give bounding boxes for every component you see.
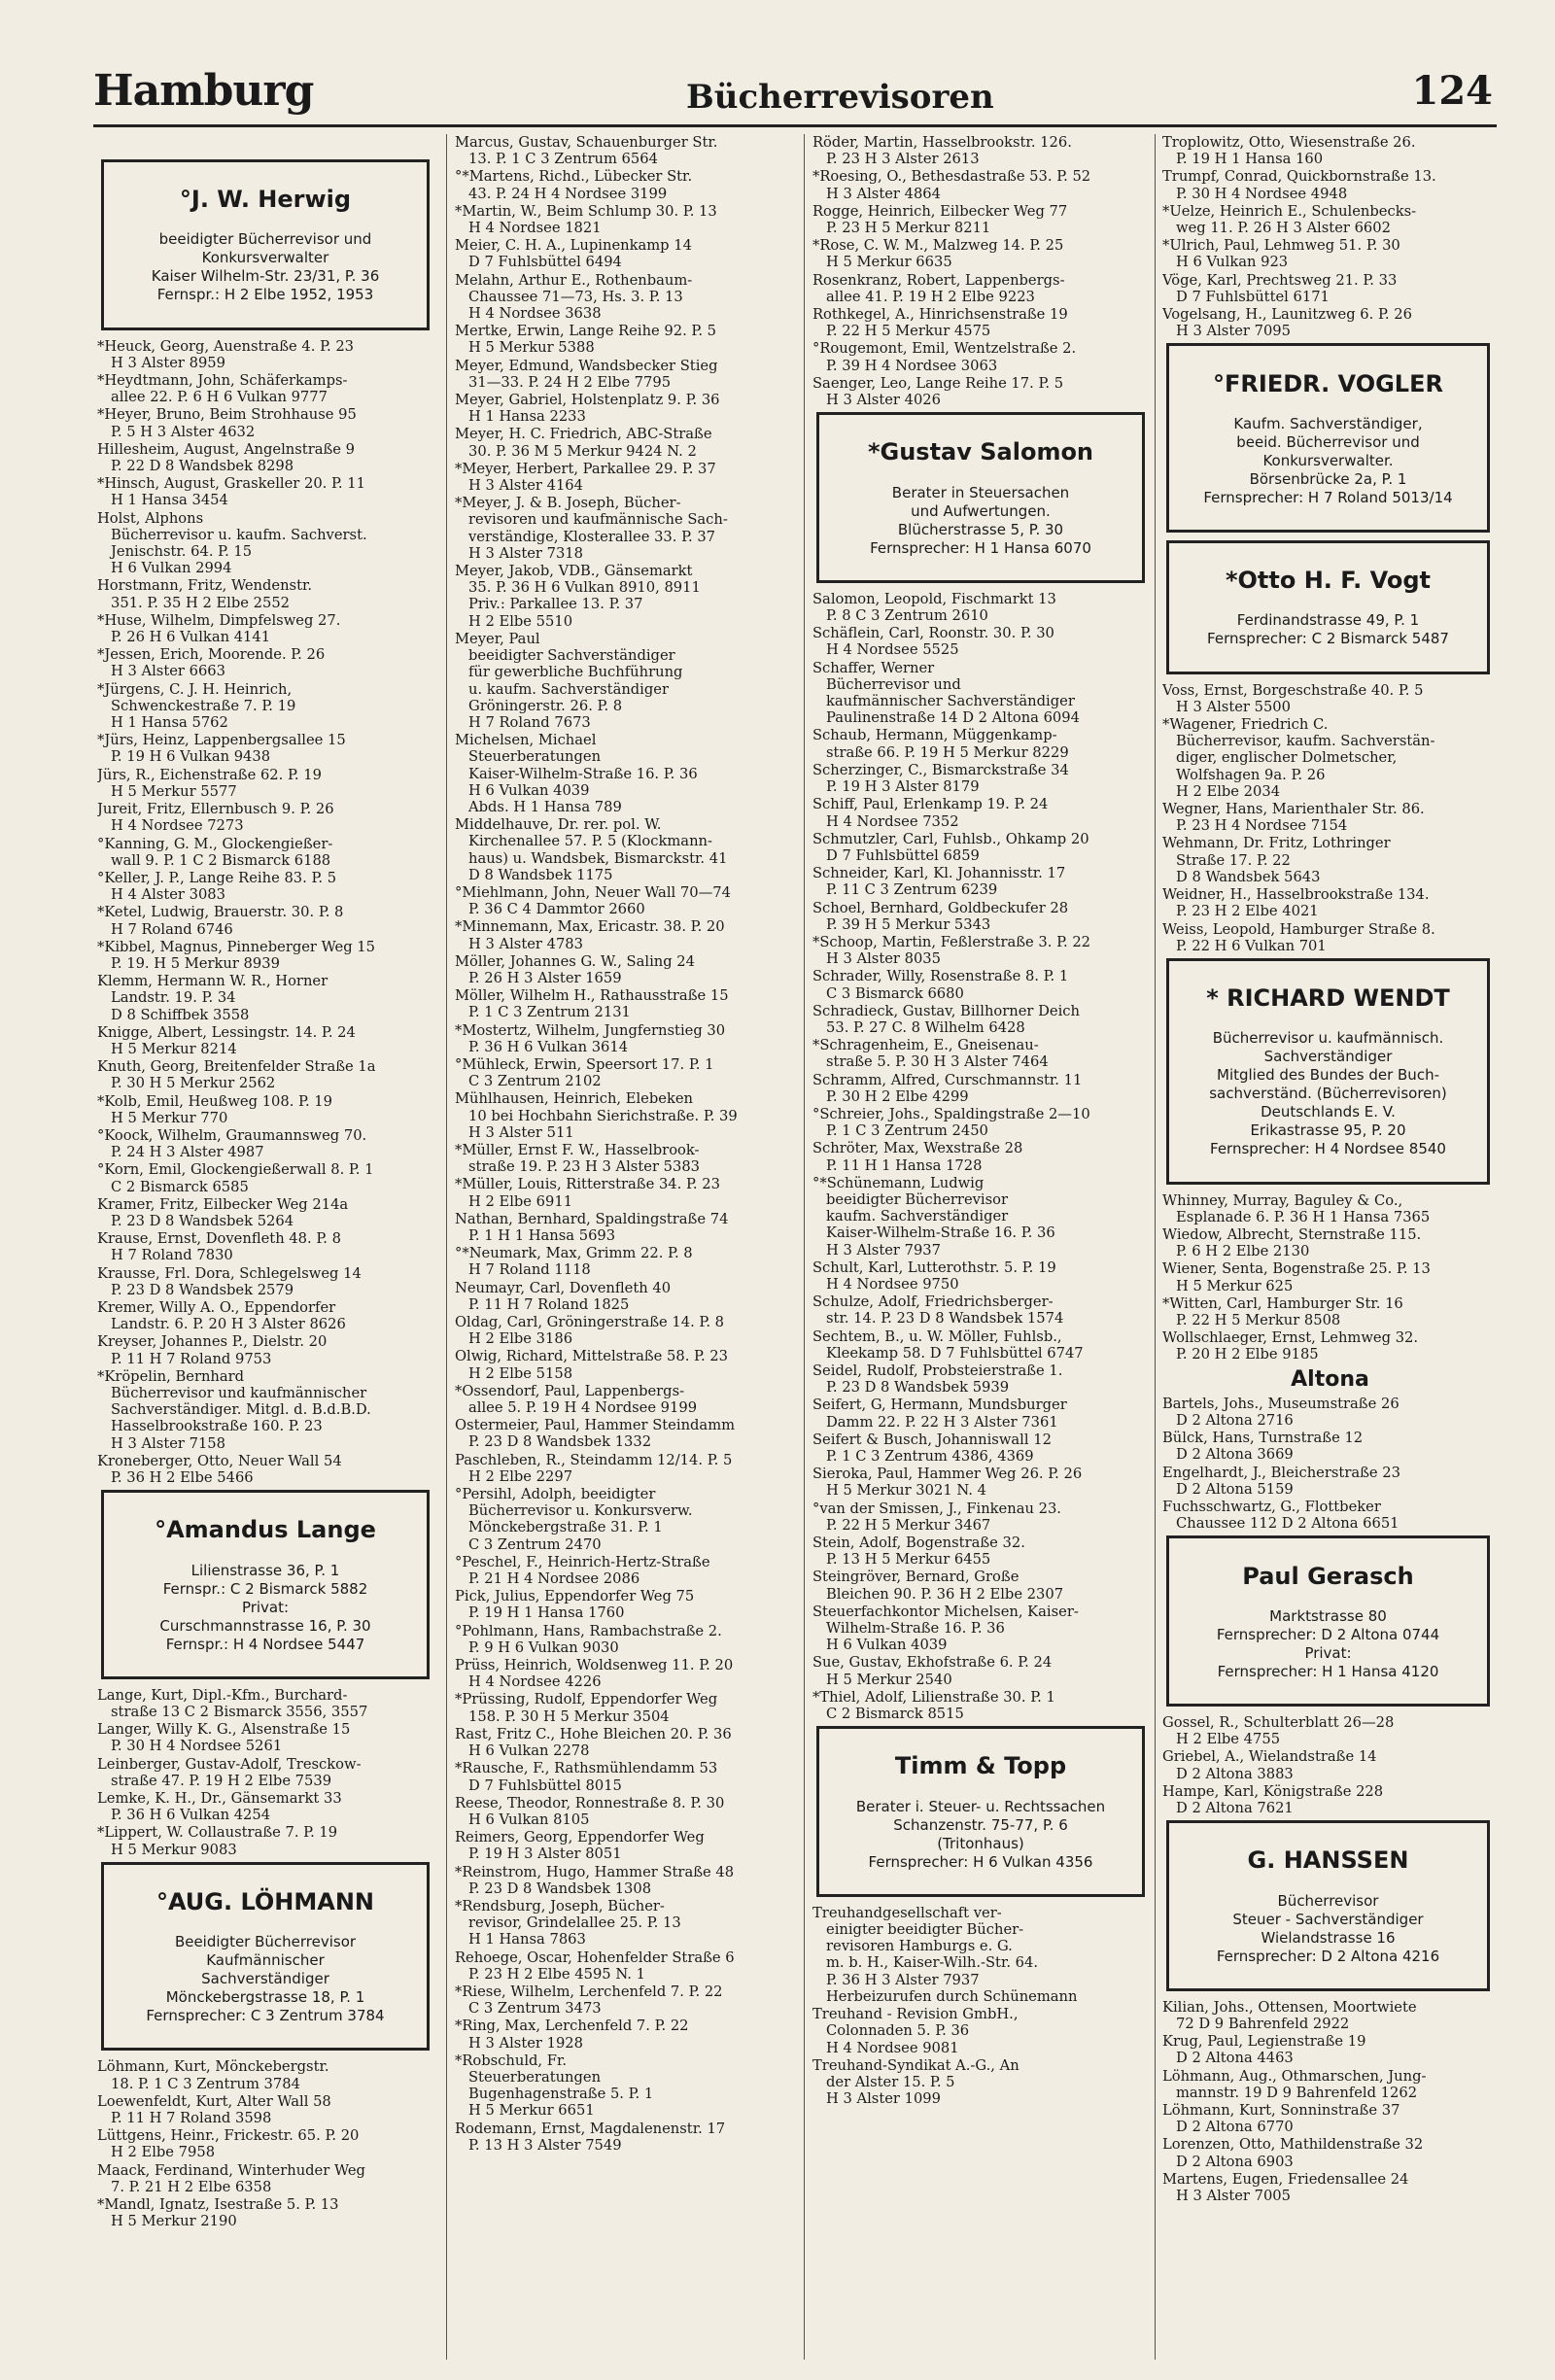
ad-text: Berater i. Steuer- u. Rechtssachen Schanzenstr. 75-77, P. 6 (Tritonhaus) Fernsprecher: H 6 Vulkan 4356 <box>855 1797 1106 1871</box>
directory-entry: *Ulrich, Paul, Lehmweg 51. P. 30 H 6 Vulkan 923 <box>1162 237 1400 271</box>
directory-entry: Sechtem, B., u. W. Möller, Fuhlsb., Kleekamp 58. D 7 Fuhlsbüttel 6747 <box>812 1328 1084 1362</box>
directory-entry: Schulze, Adolf, Friedrichsberger- str. 14. P. 23 D 8 Wandsbek 1574 <box>812 1293 1064 1328</box>
directory-entry: Schiff, Paul, Erlenkamp 19. P. 24 H 4 Nordsee 7352 <box>812 796 1049 830</box>
directory-entry: Melahn, Arthur E., Rothenbaum- Chaussee 71—73, Hs. 3. P. 13 H 4 Nordsee 3638 <box>455 271 693 323</box>
ad-wendt <box>1166 958 1490 1185</box>
directory-entry: Seifert, G, Hermann, Mundsburger Damm 22. P. 22 H 3 Alster 7361 <box>812 1397 1067 1431</box>
directory-entry: Löhmann, Kurt, Mönckebergstr. 18. P. 1 C 3 Zentrum 3784 <box>97 2058 329 2092</box>
directory-entry: °Rougemont, Emil, Wentzelstraße 2. P. 39 H 4 Nordsee 3063 <box>812 340 1077 374</box>
directory-entry: *Ketel, Ludwig, Brauerstr. 30. P. 8 H 7 Roland 6746 <box>97 904 344 938</box>
directory-entry: Schradieck, Gustav, Billhorner Deich 53. P. 27 C. 8 Wilhelm 6428 <box>812 1002 1080 1036</box>
directory-entry: *Kolb, Emil, Heußweg 108. P. 19 H 5 Merkur 770 <box>97 1092 332 1126</box>
directory-entry: *Huse, Wilhelm, Dimpfelsweg 27. P. 26 H 6 Vulkan 4141 <box>97 611 341 646</box>
directory-entry: Saenger, Leo, Lange Reihe 17. P. 5 H 3 Alster 4026 <box>812 374 1064 409</box>
directory-entry: Steingröver, Bernard, Große Bleichen 90. P. 36 H 2 Elbe 2307 <box>812 1569 1064 1603</box>
directory-entry: *Robschuld, Fr. Steuerberatungen Bugenhagenstraße 5. P. 1 H 5 Merkur 6651 <box>455 2052 654 2120</box>
column-1 <box>97 134 437 2360</box>
directory-entry: Schoel, Bernhard, Goldbeckufer 28 P. 39 H 5 Merkur 5343 <box>812 899 1069 933</box>
directory-entry: *Heyer, Bruno, Beim Strohhause 95 P. 5 H 3 Alster 4632 <box>97 406 357 440</box>
directory-entry: Steuerfachkontor Michelsen, Kaiser- Wilhelm-Straße 16. P. 36 H 6 Vulkan 4039 <box>812 1603 1079 1654</box>
directory-entry: Sue, Gustav, Ekhofstraße 6. P. 24 H 5 Merkur 2540 <box>812 1654 1053 1688</box>
entry-list <box>1162 1999 1498 2204</box>
directory-entry: Bartels, Johs., Museumstraße 26 D 2 Altona 2716 <box>1162 1395 1400 1429</box>
page-number: 124 <box>1411 68 1493 114</box>
ad-text: beeidigter Bücherrevisor und Konkursverwalter Kaiser Wilhelm-Str. 23/31, P. 36 Fernspr.: H 2 Elbe 1952, 1953 <box>151 230 380 304</box>
section-heading-altona: Altona <box>1291 1366 1369 1392</box>
directory-entry: *Roesing, O., Bethesdastraße 53. P. 52 H 3 Alster 4864 <box>812 168 1091 202</box>
directory-entry: Knigge, Albert, Lessingstr. 14. P. 24 H 5 Merkur 8214 <box>97 1023 356 1057</box>
directory-entry: Scherzinger, C., Bismarckstraße 34 P. 19 H 3 Alster 8179 <box>812 761 1069 796</box>
directory-entry: °Pohlmann, Hans, Rambachstraße 2. P. 9 H 6 Vulkan 9030 <box>455 1622 722 1656</box>
ad-title: Paul Gerasch <box>1242 1562 1414 1590</box>
directory-entry: Vogelsang, H., Launitzweg 6. P. 26 H 3 Alster 7095 <box>1162 306 1412 340</box>
directory-entry: *Rendsburg, Joseph, Bücher- revisor, Grindelallee 25. P. 13 H 1 Hansa 7863 <box>455 1897 681 1949</box>
directory-entry: °Mühleck, Erwin, Speersort 17. P. 1 C 3 Zentrum 2102 <box>455 1055 714 1090</box>
directory-entry: *Müller, Louis, Ritterstraße 34. P. 23 H 2 Elbe 6911 <box>455 1176 720 1210</box>
directory-entry: Wegner, Hans, Marienthaler Str. 86. P. 23 H 4 Nordsee 7154 <box>1162 801 1425 835</box>
directory-entry: Rogge, Heinrich, Eilbecker Weg 77 P. 23 H 5 Merkur 8211 <box>812 202 1068 237</box>
directory-entry: Middelhauve, Dr. rer. pol. W. Kirchenallee 57. P. 5 (Klockmann- haus) u. Wandsbek, Bismarckstr. 41 D 8 Wandsbek 1175 <box>455 816 728 883</box>
directory-entry: *Prüssing, Rudolf, Eppendorfer Weg 158. P. 30 H 5 Merkur 3504 <box>455 1691 718 1725</box>
directory-entry: Loewenfeldt, Kurt, Alter Wall 58 P. 11 H 7 Roland 3598 <box>97 2092 331 2127</box>
directory-entry: Schramm, Alfred, Curschmannstr. 11 P. 30 H 2 Elbe 4299 <box>812 1071 1083 1105</box>
column-3 <box>812 134 1153 2360</box>
directory-entry: Seifert & Busch, Johanniswall 12 P. 1 C 3 Zentrum 4386, 4369 <box>812 1431 1052 1466</box>
page-header <box>93 60 1493 119</box>
column-2 <box>455 134 795 2360</box>
entry-list <box>812 134 1153 408</box>
directory-entry: Ostermeier, Paul, Hammer Steindamm P. 23 D 8 Wandsbek 1332 <box>455 1417 736 1451</box>
directory-entry: Möller, Johannes G. W., Saling 24 P. 26 H 3 Alster 1659 <box>455 952 695 986</box>
directory-entry: Löhmann, Aug., Othmarschen, Jung- mannstr. 19 D 9 Bahrenfeld 1262 <box>1162 2067 1427 2101</box>
directory-entry: Knuth, Georg, Breitenfelder Straße 1a P. 30 H 5 Merkur 2562 <box>97 1058 376 1092</box>
ad-hanssen <box>1166 1820 1490 1991</box>
ad-title: * RICHARD WENDT <box>1206 984 1450 1013</box>
directory-entry: Engelhardt, J., Bleicherstraße 23 D 2 Altona 5159 <box>1162 1464 1400 1498</box>
ad-text: Kaufm. Sachverständiger, beeid. Bücherrevisor und Konkursverwalter. Börsenbrücke 2a, P. 1 Fernsprecher: H 7 Roland 5013/14 <box>1203 414 1453 506</box>
directory-entry: Meyer, Edmund, Wandsbecker Stieg 31—33. P. 24 H 2 Elbe 7795 <box>455 357 718 391</box>
entry-list <box>97 1687 437 1858</box>
ad-title: *Otto H. F. Vogt <box>1225 567 1432 595</box>
ad-timm-topp <box>816 1726 1145 1897</box>
directory-entry: °*Martens, Richd., Lübecker Str. 43. P. 24 H 4 Nordsee 3199 <box>455 168 693 202</box>
directory-entry: Hampe, Karl, Königstraße 228 D 2 Altona 7621 <box>1162 1782 1384 1816</box>
ad-title: G. HANSSEN <box>1247 1846 1409 1875</box>
ad-text: Berater in Steuersachen und Aufwertungen. Blücherstrasse 5, P. 30 Fernsprecher: H 1 Hansa 6070 <box>870 483 1091 557</box>
directory-entry: *Meyer, Herbert, Parkallee 29. P. 37 H 3 Alster 4164 <box>455 460 716 495</box>
directory-entry: Jureit, Fritz, Ellernbusch 9. P. 26 H 4 Nordsee 7273 <box>97 801 334 835</box>
directory-entry: Lorenzen, Otto, Mathildenstraße 32 D 2 Altona 6903 <box>1162 2136 1424 2170</box>
directory-entry: Martens, Eugen, Friedensallee 24 H 3 Alster 7005 <box>1162 2170 1409 2205</box>
directory-entry: Maack, Ferdinand, Winterhuder Weg 7. P. 21 H 2 Elbe 6358 <box>97 2161 365 2195</box>
directory-entry: *Riese, Wilhelm, Lerchenfeld 7. P. 22 C 3 Zentrum 3473 <box>455 1983 723 2018</box>
directory-entry: *Thiel, Adolf, Lilienstraße 30. P. 1 C 2 Bismarck 8515 <box>812 1688 1055 1723</box>
directory-entry: Rodemann, Ernst, Magdalenenstr. 17 P. 13 H 3 Alster 7549 <box>455 2120 726 2154</box>
directory-entry: Krug, Paul, Legienstraße 19 D 2 Altona 4463 <box>1162 2033 1366 2067</box>
ad-vogt <box>1166 540 1490 674</box>
directory-entry: Olwig, Richard, Mittelstraße 58. P. 23 H 2 Elbe 5158 <box>455 1348 728 1382</box>
ad-lange <box>101 1490 430 1679</box>
directory-entry: °Persihl, Adolph, beeidigter Bücherrevisor u. Konkursverw. Mönckebergstraße 31. P. 1 C 3 Zentrum 2470 <box>455 1486 693 1553</box>
directory-entry: Lemke, K. H., Dr., Gänsemarkt 33 P. 36 H 6 Vulkan 4254 <box>97 1790 342 1824</box>
directory-entry: Bülck, Hans, Turnstraße 12 D 2 Altona 3669 <box>1162 1430 1364 1464</box>
directory-entry: *Ring, Max, Lerchenfeld 7. P. 22 H 3 Alster 1928 <box>455 2018 689 2052</box>
directory-entry: Seidel, Rudolf, Probsteierstraße 1. P. 23 D 8 Wandsbek 5939 <box>812 1362 1063 1397</box>
directory-entry: Lüttgens, Heinr., Frickestr. 65. P. 20 H 2 Elbe 7958 <box>97 2127 360 2161</box>
directory-entry: Rehoege, Oscar, Hohenfelder Straße 6 P. 23 H 2 Elbe 4595 N. 1 <box>455 1949 735 1983</box>
directory-entry: Kilian, Johs., Ottensen, Moortwiete 72 D 9 Bahrenfeld 2922 <box>1162 1998 1417 2033</box>
directory-entry: Krause, Ernst, Dovenfleth 48. P. 8 H 7 Roland 7830 <box>97 1230 341 1264</box>
directory-entry: Langer, Willy K. G., Alsenstraße 15 P. 30 H 4 Nordsee 5261 <box>97 1721 351 1755</box>
directory-entry: Vöge, Karl, Prechtsweg 21. P. 33 D 7 Fuhlsbüttel 6171 <box>1162 271 1398 305</box>
directory-entry: Troplowitz, Otto, Wiesenstraße 26. P. 19 H 1 Hansa 160 <box>1162 134 1416 168</box>
ad-text: Marktstrasse 80 Fernsprecher: D 2 Altona 0744 Privat: Fernsprecher: H 1 Hansa 4120 <box>1216 1606 1440 1680</box>
ad-title: °FRIEDR. VOGLER <box>1213 369 1443 397</box>
directory-entry: *Ossendorf, Paul, Lappenbergs- allee 5. P. 19 H 4 Nordsee 9199 <box>455 1382 698 1417</box>
directory-entry: Nathan, Bernhard, Spaldingstraße 74 P. 1 H 1 Hansa 5693 <box>455 1210 729 1244</box>
directory-entry: Hillesheim, August, Angelnstraße 9 P. 22 D 8 Wandsbek 8298 <box>97 440 355 475</box>
directory-entry: Kremer, Willy A. O., Eppendorfer Landstr. 6. P. 20 H 3 Alster 8626 <box>97 1298 346 1333</box>
directory-entry: Leinberger, Gustav-Adolf, Tresckow- straße 47. P. 19 H 2 Elbe 7539 <box>97 1755 362 1789</box>
directory-entry: Meyer, Paul beeidigter Sachverständiger für gewerbliche Buchführung u. kaufm. Sachverständiger Gröningerstr. 26. P. 8 H 7 Roland 7673 <box>455 630 683 731</box>
directory-entry: *Heuck, Georg, Auenstraße 4. P. 23 H 3 Alster 8959 <box>97 337 355 371</box>
ad-text: Bücherrevisor u. kaufmännisch. Sachverständiger Mitglied des Bundes der Buch- sachverständ. (Bücherrevisoren) Deutschlands E. V. Erikastrasse 95, P. 20 Fernsprecher: H 4 Nordsee 8540 <box>1209 1029 1447 1158</box>
ad-vogler <box>1166 343 1490 533</box>
directory-entry: °Miehlmann, John, Neuer Wall 70—74 P. 36 C 4 Dammtor 2660 <box>455 883 731 918</box>
ad-text: Lilienstrasse 36, P. 1 Fernspr.: C 2 Bismarck 5882 Privat: Curschmannstrasse 16, P. 30 Fernspr.: H 4 Nordsee 5447 <box>159 1561 371 1653</box>
directory-entry: *Minnemann, Max, Ericastr. 38. P. 20 H 3 Alster 4783 <box>455 918 725 952</box>
directory-entry: Meyer, Jakob, VDB., Gänsemarkt 35. P. 36 H 6 Vulkan 8910, 8911 Priv.: Parkallee 13. P. 37 H 2 Elbe 5510 <box>455 563 701 630</box>
ad-gerasch <box>1166 1535 1490 1707</box>
directory-entry: *Reinstrom, Hugo, Hammer Straße 48 P. 23 D 8 Wandsbek 1308 <box>455 1863 735 1897</box>
directory-entry: Treuhand - Revision GmbH., Colonnaden 5. P. 36 H 4 Nordsee 9081 <box>812 2006 1019 2056</box>
directory-entry: Wollschlaeger, Ernst, Lehmweg 32. P. 20 H 2 Elbe 9185 <box>1162 1329 1419 1363</box>
directory-entry: Schäflein, Carl, Roonstr. 30. P. 30 H 4 Nordsee 5525 <box>812 625 1054 659</box>
directory-entry: Schmutzler, Carl, Fuhlsb., Ohkamp 20 D 7 Fuhlsbüttel 6859 <box>812 830 1089 864</box>
directory-entry: Michelsen, Michael Steuerberatungen Kaiser-Wilhelm-Straße 16. P. 36 H 6 Vulkan 4039 Abds. H 1 Hansa 789 <box>455 732 698 815</box>
directory-entry: *Jessen, Erich, Moorende. P. 26 H 3 Alster 6663 <box>97 646 326 680</box>
ad-title: °AUG. LÖHMANN <box>156 1888 375 1916</box>
header-rule <box>93 124 1497 127</box>
directory-entry: Mühlhausen, Heinrich, Elebeken 10 bei Hochbahn Sierichstraße. P. 39 H 3 Alster 511 <box>455 1090 738 1141</box>
directory-entry: *Hinsch, August, Graskeller 20. P. 11 H 1 Hansa 3454 <box>97 475 365 509</box>
directory-entry: *Mandl, Ignatz, Isestraße 5. P. 13 H 5 Merkur 2190 <box>97 2196 339 2230</box>
directory-entry: °Keller, J. P., Lange Reihe 83. P. 5 H 4 Alster 3083 <box>97 869 337 904</box>
directory-entry: °Kanning, G. M., Glockengießer- wall 9. P. 1 C 2 Bismarck 6188 <box>97 835 333 869</box>
directory-entry: Stein, Adolf, Bogenstraße 32. P. 13 H 5 Merkur 6455 <box>812 1535 1025 1569</box>
directory-entry: °Peschel, F., Heinrich-Hertz-Straße P. 21 H 4 Nordsee 2086 <box>455 1553 710 1588</box>
directory-entry: *Heydtmann, John, Schäferkamps- allee 22. P. 6 H 6 Vulkan 9777 <box>97 372 348 406</box>
directory-entry: Fuchsschwartz, G., Flottbeker Chaussee 112 D 2 Altona 6651 <box>1162 1498 1400 1533</box>
directory-entry: Weidner, H., Hasselbrookstraße 134. P. 23 H 2 Elbe 4021 <box>1162 886 1430 920</box>
directory-entry: Krausse, Frl. Dora, Schlegelsweg 14 P. 23 D 8 Wandsbek 2579 <box>97 1264 362 1298</box>
directory-entry: Oldag, Carl, Gröningerstraße 14. P. 8 H 2 Elbe 3186 <box>455 1314 725 1348</box>
directory-entry: Holst, Alphons Bücherrevisor u. kaufm. Sachverst. Jenischstr. 64. P. 15 H 6 Vulkan 2994 <box>97 509 367 577</box>
directory-entry: Möller, Wilhelm H., Rathausstraße 15 P. 1 C 3 Zentrum 2131 <box>455 987 729 1021</box>
ad-title: Timm & Topp <box>894 1752 1067 1780</box>
directory-entry: Wehmann, Dr. Fritz, Lothringer Straße 17. P. 22 D 8 Wandsbek 5643 <box>1162 835 1391 885</box>
ad-title: °Amandus Lange <box>155 1516 376 1544</box>
directory-entry: °Koock, Wilhelm, Graumannsweg 70. P. 24 H 3 Alster 4987 <box>97 1126 367 1161</box>
directory-entry: Horstmann, Fritz, Wendenstr. 351. P. 35 H 2 Elbe 2552 <box>97 577 313 611</box>
directory-entry: Schneider, Karl, Kl. Johannisstr. 17 P. 11 C 3 Zentrum 6239 <box>812 865 1066 899</box>
directory-entry: Schult, Karl, Lutterothstr. 5. P. 19 H 4 Nordsee 9750 <box>812 1259 1056 1293</box>
ad-text: Beeidigter Bücherrevisor Kaufmännischer Sachverständiger Mönckebergstrasse 18, P. 1 Fernsprecher: C 3 Zentrum 3784 <box>146 1933 385 2025</box>
directory-entry: *Jürgens, C. J. H. Heinrich, Schwenckestraße 7. P. 19 H 1 Hansa 5762 <box>97 680 296 732</box>
directory-entry: Trumpf, Conrad, Quickbornstraße 13. P. 30 H 4 Nordsee 4948 <box>1162 168 1436 202</box>
directory-entry: Weiss, Leopold, Hamburger Straße 8. P. 22 H 6 Vulkan 701 <box>1162 920 1435 954</box>
directory-entry: Rosenkranz, Robert, Lappenbergs- allee 41. P. 19 H 2 Elbe 9223 <box>812 271 1065 305</box>
ad-loehmann <box>101 1862 430 2052</box>
entry-list <box>97 2058 437 2229</box>
directory-entry: Sieroka, Paul, Hammer Weg 26. P. 26 H 5 Merkur 3021 N. 4 <box>812 1466 1083 1500</box>
ad-salomon <box>816 412 1145 583</box>
directory-entry: Rothkegel, A., Hinrichsenstraße 19 P. 22 H 5 Merkur 4575 <box>812 306 1068 340</box>
directory-entry: *Meyer, J. & B. Joseph, Bücher- revisoren und kaufmännische Sach- verständige, Klosterallee 33. P. 37 H 3 Alster 7318 <box>455 495 728 562</box>
entry-list <box>1162 1396 1498 1533</box>
directory-entry: *Wagener, Friedrich C. Bücherrevisor, kaufm. Sachverstän- diger, englischer Dolmetscher, Wolfshagen 9a. P. 26 H 2 Elbe 2034 <box>1162 716 1435 800</box>
directory-entry: *Uelze, Heinrich E., Schulenbecks- weg 11. P. 26 H 3 Alster 6602 <box>1162 202 1417 237</box>
directory-entry: *Lippert, W. Collaustraße 7. P. 19 H 5 Merkur 9083 <box>97 1824 338 1858</box>
ad-title: *Gustav Salomon <box>867 438 1094 466</box>
directory-entry: °Korn, Emil, Glockengießerwall 8. P. 1 C 2 Bismarck 6585 <box>97 1161 374 1195</box>
directory-entry: *Kröpelin, Bernhard Bücherrevisor und kaufmännischer Sachverständiger. Mitgl. d. B.d.B.D. Hasselbrookstraße 160. P. 23 H 3 Alster 7158 <box>97 1367 371 1452</box>
directory-entry: Salomon, Leopold, Fischmarkt 13 P. 8 C 3 Zentrum 2610 <box>812 590 1056 625</box>
directory-entry: °*Schünemann, Ludwig beeidigter Bücherrevisor kaufm. Sachverständiger Kaiser-Wilhelm-Straße 16. P. 36 H 3 Alster 7937 <box>812 1174 1055 1259</box>
header-city: Hamburg <box>93 66 314 116</box>
entry-list <box>455 134 795 2154</box>
directory-entry: Gossel, R., Schulterblatt 26—28 H 2 Elbe 4755 <box>1162 1713 1395 1748</box>
directory-entry: Meyer, Gabriel, Holstenplatz 9. P. 36 H 1 Hansa 2233 <box>455 392 720 426</box>
directory-entry: Rast, Fritz C., Hohe Bleichen 20. P. 36 H 6 Vulkan 2278 <box>455 1725 732 1760</box>
directory-entry: *Schoop, Martin, Feßlerstraße 3. P. 22 H 3 Alster 8035 <box>812 933 1091 968</box>
directory-entry: Schaub, Hermann, Müggenkamp- straße 66. P. 19 H 5 Merkur 8229 <box>812 727 1069 761</box>
directory-entry: Reese, Theodor, Ronnestraße 8. P. 30 H 6 Vulkan 8105 <box>455 1794 725 1828</box>
directory-entry: Klemm, Hermann W. R., Horner Landstr. 19. P. 34 D 8 Schiffbek 3558 <box>97 973 328 1023</box>
directory-entry: Schrader, Willy, Rosenstraße 8. P. 1 C 3 Bismarck 6680 <box>812 968 1069 1002</box>
entry-list <box>812 591 1153 1722</box>
directory-entry: *Mostertz, Wilhelm, Jungfernstieg 30 P. 36 H 6 Vulkan 3614 <box>455 1021 726 1055</box>
directory-entry: Lange, Kurt, Dipl.-Kfm., Burchard- straße 13 C 2 Bismarck 3556, 3557 <box>97 1686 368 1721</box>
column-divider <box>804 134 805 2360</box>
directory-entry: Schaffer, Werner Bücherrevisor und kaufmännischer Sachverständiger Paulinenstraße 14 D 2 Altona 6094 <box>812 659 1080 727</box>
directory-entry: Griebel, A., Wielandstraße 14 D 2 Altona 3883 <box>1162 1748 1377 1782</box>
directory-entry: Röder, Martin, Hasselbrookstr. 126. P. 23 H 3 Alster 2613 <box>812 134 1072 168</box>
ad-text: Bücherrevisor Steuer - Sachverständiger Wielandstrasse 16 Fernsprecher: D 2 Altona 4216 <box>1216 1891 1440 1965</box>
directory-entry: Jürs, R., Eichenstraße 62. P. 19 H 5 Merkur 5577 <box>97 766 322 800</box>
directory-entry: Meier, C. H. A., Lupinenkamp 14 D 7 Fuhlsbüttel 6494 <box>455 237 692 271</box>
column-divider <box>446 134 447 2360</box>
entry-list <box>1162 1714 1498 1816</box>
column-divider <box>1155 134 1156 2360</box>
directory-entry: Kroneberger, Otto, Neuer Wall 54 P. 36 H 2 Elbe 5466 <box>97 1452 342 1487</box>
entry-list <box>1162 682 1498 954</box>
entry-list <box>812 1905 1153 2107</box>
directory-entry: Neumayr, Carl, Dovenfleth 40 P. 11 H 7 Roland 1825 <box>455 1279 672 1313</box>
directory-entry: Kramer, Fritz, Eilbecker Weg 214a P. 23 D 8 Wandsbek 5264 <box>97 1195 349 1229</box>
directory-entry: °Schreier, Johs., Spaldingstraße 2—10 P. 1 C 3 Zentrum 2450 <box>812 1105 1090 1140</box>
directory-entry: Marcus, Gustav, Schauenburger Str. 13. P. 1 C 3 Zentrum 6564 <box>455 134 718 168</box>
directory-entry: Reimers, Georg, Eppendorfer Weg P. 19 H 3 Alster 8051 <box>455 1829 705 1863</box>
directory-entry: Wiedow, Albrecht, Sternstraße 115. P. 6 H 2 Elbe 2130 <box>1162 1225 1422 1260</box>
directory-entry: Treuhandgesellschaft ver- einigter beeidigter Bücher- revisoren Hamburgs e. G. m. b. H., Kaiser-Wilh.-Str. 64. P. 36 H 3 Alster 7937 Herbeizurufen durch Schünemann <box>812 1904 1078 2005</box>
directory-entry: *Witten, Carl, Hamburger Str. 16 P. 22 H 5 Merkur 8508 <box>1162 1294 1403 1328</box>
entry-list <box>1162 1192 1498 1363</box>
ad-title: °J. W. Herwig <box>179 186 352 214</box>
directory-entry: *Kibbel, Magnus, Pinneberger Weg 15 P. 19. H 5 Merkur 8939 <box>97 938 375 972</box>
directory-entry: Wiener, Senta, Bogenstraße 25. P. 13 H 5 Merkur 625 <box>1162 1260 1431 1294</box>
directory-entry: Whinney, Murray, Baguley & Co., Esplanade 6. P. 36 H 1 Hansa 7365 <box>1162 1191 1431 1225</box>
ad-text: Ferdinandstrasse 49, P. 1 Fernsprecher: C 2 Bismarck 5487 <box>1207 611 1449 648</box>
directory-entry: Schröter, Max, Wexstraße 28 P. 11 H 1 Hansa 1728 <box>812 1140 1023 1174</box>
directory-entry: Kreyser, Johannes P., Dielstr. 20 P. 11 H 7 Roland 9753 <box>97 1333 328 1367</box>
directory-entry: Voss, Ernst, Borgeschstraße 40. P. 5 H 3 Alster 5500 <box>1162 681 1424 715</box>
directory-entry: °*Neumark, Max, Grimm 22. P. 8 H 7 Roland 1118 <box>455 1245 693 1279</box>
entry-list <box>97 338 437 1487</box>
directory-entry: Mertke, Erwin, Lange Reihe 92. P. 5 H 5 Merkur 5388 <box>455 323 717 357</box>
directory-entry: *Rose, C. W. M., Malzweg 14. P. 25 H 5 Merkur 6635 <box>812 237 1064 271</box>
directory-entry: Löhmann, Kurt, Sonninstraße 37 D 2 Altona 6770 <box>1162 2102 1400 2136</box>
header-title: Bücherrevisoren <box>686 78 994 117</box>
directory-entry: Treuhand-Syndikat A.-G., An der Alster 15. P. 5 H 3 Alster 1099 <box>812 2056 1019 2108</box>
directory-entry: *Müller, Ernst F. W., Hasselbrook- straße 19. P. 23 H 3 Alster 5383 <box>455 1141 701 1176</box>
directory-entry: °van der Smissen, J., Finkenau 23. P. 22 H 5 Merkur 3467 <box>812 1500 1061 1534</box>
directory-entry: *Rausche, F., Rathsmühlendamm 53 D 7 Fuhlsbüttel 8015 <box>455 1760 718 1794</box>
directory-entry: *Martin, W., Beim Schlump 30. P. 13 H 4 Nordsee 1821 <box>455 202 717 237</box>
ad-herwig <box>101 159 430 330</box>
directory-entry: Paschleben, R., Steindamm 12/14. P. 5 H 2 Elbe 2297 <box>455 1451 733 1485</box>
directory-entry: Pick, Julius, Eppendorfer Weg 75 P. 19 H 1 Hansa 1760 <box>455 1588 695 1622</box>
column-4 <box>1162 134 1498 2360</box>
entry-list <box>1162 134 1498 339</box>
directory-entry: Prüss, Heinrich, Woldsenweg 11. P. 20 H 4 Nordsee 4226 <box>455 1657 734 1691</box>
directory-entry: *Schragenheim, E., Gneisenau- straße 5. P. 30 H 3 Alster 7464 <box>812 1037 1049 1071</box>
directory-entry: *Jürs, Heinz, Lappenbergsallee 15 P. 19 H 6 Vulkan 9438 <box>97 732 346 766</box>
directory-entry: Meyer, H. C. Friedrich, ABC-Straße 30. P. 36 M 5 Merkur 9424 N. 2 <box>455 426 712 460</box>
